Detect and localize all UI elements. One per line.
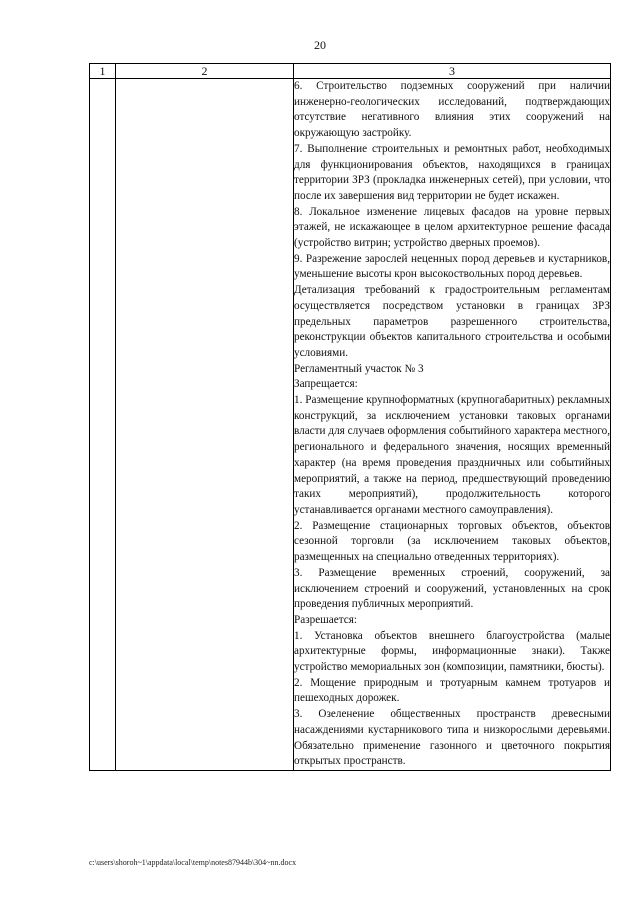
paragraph-item-8: 8. Локальное изменение лицевых фасадов на уровне первых этажей, не искажающее в целом архитектурное решение фасада (устройство витрин; устройство дверных проемов). [294, 205, 610, 250]
permitted-item-3: 3. Озеленение общественных пространств древесными насаждениями кустарникового типа и низкорослыми деревьями. Обязательно применение газонного и цветочного покрытия открытых пространств. [294, 708, 610, 768]
column-header-2: 2 [116, 64, 294, 79]
section-heading-plot-3: Регламентный участок № 3 [294, 362, 424, 375]
prohibited-heading: Запрещается: [294, 378, 358, 391]
table-cell-col3 [294, 79, 611, 771]
table-header-row [90, 64, 611, 79]
table-cell-col2 [116, 79, 294, 771]
paragraph-item-9: 9. Разрежение зарослей неценных пород деревьев и кустарников, уменьшение высоты крон высокоствольных пород деревьев. [294, 252, 610, 281]
permitted-item-1: 1. Установка объектов внешнего благоустройства (малые архитектурные формы, информационные знаки). Также устройство мемориальных зон (композиции, памятники, бюсты). [294, 629, 610, 674]
table-row [90, 79, 611, 771]
regulations-table [89, 63, 611, 771]
paragraph-item-6: 6. Строительство подземных сооружений при наличии инженерно-геологических исследований, подтверждающих отсутствие негативного влияния этих сооружений на окружающую застройку. [294, 80, 610, 140]
paragraph-detailing: Детализация требований к градостроительным регламентам осуществляется посредством установки в границах ЗРЗ предельных параметров разрешенного строительства, реконструкции объектов капитального строительства и особыми условиями. [294, 284, 610, 359]
column-header-1: 1 [90, 64, 116, 79]
footer-file-path: c:\users\shoroh~1\appdata\local\temp\notes87944b\304~nn.docx [89, 858, 297, 867]
table-cell-col1 [90, 79, 116, 771]
page-number: 20 [314, 38, 326, 52]
permitted-heading: Разрешается: [294, 613, 357, 626]
paragraph-item-7: 7. Выполнение строительных и ремонтных работ, необходимых для функционирования объектов, находящихся в границах территории ЗРЗ (прокладка инженерных сетей), при условии, что после их завершения вид территории не будет искажен. [294, 142, 610, 202]
prohibited-item-3: 3. Размещение временных строений, сооружений, за исключением строений и сооружений, установленных на срок проведения публичных мероприятий. [294, 566, 610, 611]
permitted-item-2: 2. Мощение природным и тротуарным камнем тротуаров и пешеходных дорожек. [294, 676, 610, 705]
column-header-3: 3 [294, 64, 611, 79]
prohibited-item-1: 1. Размещение крупноформатных (крупногабаритных) рекламных конструкций, за исключением установки таковых органами власти для случаев оформления событийного характера местного, регионального и федерального значения, носящих временный характер (на время проведения праздничных или событийных мероприятий, а также на период, предшествующий проведению таких мероприятий), продолжительность которого устанавливается органами местного самоуправления). [294, 394, 610, 516]
prohibited-item-2: 2. Размещение стационарных торговых объектов, объектов сезонной торговли (за исключением таковых объектов, размещенных на специально отведенных территориях). [294, 519, 610, 564]
